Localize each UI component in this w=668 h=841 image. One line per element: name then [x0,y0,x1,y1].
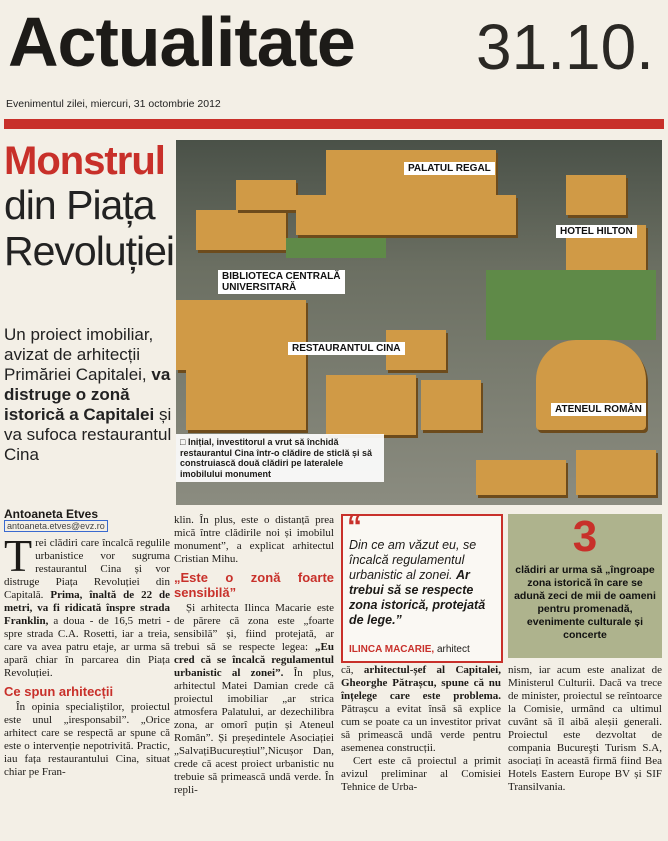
col1-p1-bold: Prima, înaltă de 22 de metri, va fi ridicată înspre strada Franklin, [4,589,171,627]
headline [4,140,174,274]
author-email-link[interactable]: antoaneta.etves@evz.ro [4,520,108,532]
stat-box [508,514,662,658]
quote-attribution [349,644,470,655]
building-block [236,180,296,210]
building-block [326,375,416,435]
dropcap: T [4,530,33,581]
deck-part-1: Un proiect imobiliar, avizat de arhitecții Primăriei Capitalei, [4,325,154,384]
photo-caption [176,434,384,482]
quote-mark-icon: “ [347,510,362,543]
headline-line-2: din Piața [4,182,155,228]
label-hotel-hilton: HOTEL HILTON [556,225,637,238]
article-column-4 [508,664,662,794]
col1-p1-rest: a doua - de 16,5 metri - spre strada C.A. Rosetti, iar a treia, care va avea patru etaje, ar urma să apară chiar în parcarea din Piața Revoluției. [4,615,171,679]
quote-text-2: Ar trebui să se respecte zona istorică, protejată de lege.” [349,568,486,627]
deck-part-2: și va sufoca restaurantul Cina [4,405,172,464]
col2-p1: klin. În plus, este o distanță prea mică între clădirile noi și imobilul monument”, a explicat arhitectul Cristian Mihu. [174,514,334,565]
col2-p2-bold: „Eu cred că se încalcă regulamentul urbanistic al zonei”. [174,641,334,679]
stat-text: clădiri ar urma să „îngroape zona istorică în care se adună zeci de mii de oameni pentru promenadă, evenimente culturale și concerte [514,564,656,641]
label-palatul-regal: PALATUL REGAL [404,162,495,175]
col1-p2: În opinia specialiștilor, proiectul este unul „iresponsabil”. „Orice arhitect care se respectă ar spune că este o intervenție nepotrivită. Practic, iau fața restaurantului Cina, situat chiar pe Fran- [4,701,170,778]
col3-p2: Cert este că proiectul a primit avizul preliminar al Comisiei Tehnice de Urba- [341,755,501,793]
subhead-ce-spun-arhitectii: Ce spun arhitecții [4,684,114,699]
col2-p2-text: Și arhitecta Ilinca Macarie este de părere că zona este „foarte sensibilă” și, fiind protejată, ar trebui să se respecte legea: [174,602,334,653]
quote-name: ILINCA MACARIE, [349,644,435,655]
subhead-zona-sensibila: „Este o zonă foarte sensibilă” [174,570,334,600]
quote-text [349,538,497,628]
building-block [421,380,481,430]
article-column-2 [174,514,334,797]
dateline: Evenimentul zilei, miercuri, 31 octombrie 2012 [6,98,221,110]
label-ateneul-roman: ATENEUL ROMÂN [551,403,646,416]
deck [4,325,174,465]
photo-caption-text: Inițial, investitorul a vrut să închidă restaurantul Cina într-o clădire de sticlă și să construiască două clădiri pe lateralele imobilului monument [180,437,373,479]
label-biblioteca [218,270,345,294]
stat-number: 3 [572,512,598,561]
section-title: Actualitate [8,3,355,81]
building-block [186,370,306,430]
building-block [576,450,656,495]
author-name: Antoaneta Etves [4,507,99,521]
quote-role: arhitect [436,644,470,655]
article-column-3 [341,664,501,794]
article-column-1 [4,530,171,779]
label-biblioteca-line-1: BIBLIOTECA CENTRALĂ [222,271,341,282]
palatul-regal-wing [296,195,516,235]
col3-p1a: că, [341,664,354,676]
caption-square-icon: □ [180,437,188,447]
section-date: 31.10. [476,11,654,83]
col3-p1b: Pătrașcu a evitat însă să explice cum se poate ca un investitor privat să primească undă verde pentru asemenea construcții. [341,703,501,754]
col3-p1-bold: arhitectul-șef al Capitalei, Gheorghe Pătrașcu, spune că nu înțelege care este problema. [341,664,501,702]
park [486,270,656,340]
label-restaurantul-cina: RESTAURANTUL CINA [288,342,405,355]
label-biblioteca-line-2: UNIVERSITARĂ [222,282,297,293]
col2-p2-rest: În plus, arhitectul Matei Damian crede că proiectul imobiliar „ar strica atmosfera Palatului, ar dezechilibra zona, ar omorî puțin și Ateneul Român”. Și președintele Asociației „SalvațiBucureștiul”,Nicușor Dan, crede că acest proiect urbanistic nu trebuie să primească undă verde. În repli- [174,667,335,796]
hilton-building [566,175,626,215]
col2-p2 [174,602,334,797]
building-block [476,460,566,495]
library-building [176,300,306,370]
building-block [196,210,286,250]
masthead [8,3,662,96]
col4-p1: nism, iar acum este analizat de Ministerul Culturii. Dacă va trece de minister, proiectul se reîntoarce la Comisie, urmând ca ultimul cuvânt să îl aibă aleșii generali. Proiectul este dezvoltat de compania Bucureşti Turism S.A, asociați în această firmă fiind Bea Hotels Eastern Europe BV și SIF Transilvania. [508,664,662,793]
ateneul-roman-building [536,340,646,430]
park [286,238,386,258]
pull-quote [341,510,503,663]
headline-line-1: Monstrul [4,139,165,183]
col1-p1: rei clădiri care încalcă regulile urbanistice vor sugruma restaurantul Cina și vor distruge Piața Revoluției din Capitală. [4,537,170,601]
deck-bold: va distruge o zonă istorică a Capitalei [4,365,171,424]
headline-line-3: Revoluției [4,228,175,274]
quote-text-1: Din ce am văzut eu, se încalcă regulamentul urbanistic al zonei. [349,538,477,582]
red-divider [4,119,664,129]
